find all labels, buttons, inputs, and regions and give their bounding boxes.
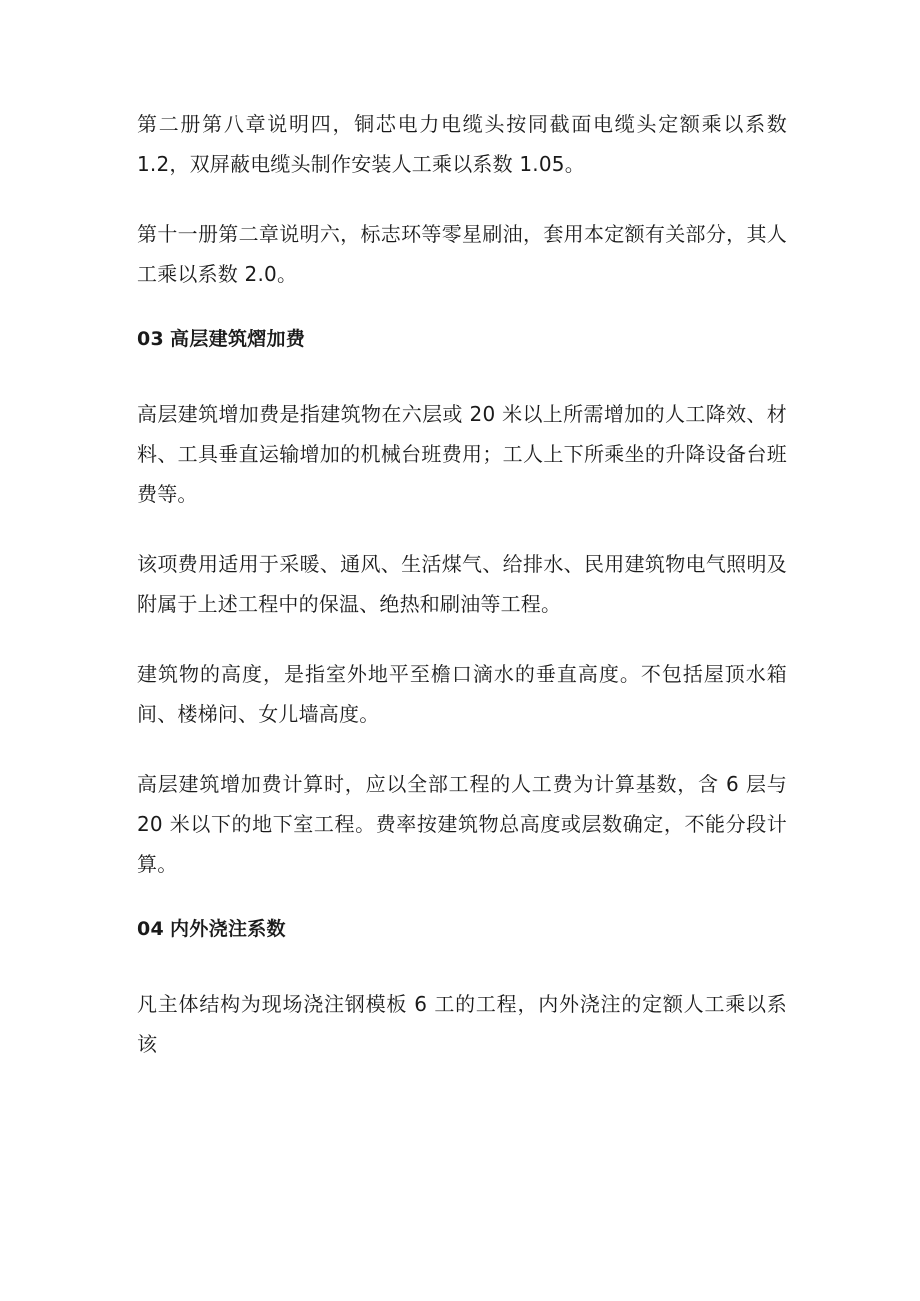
paragraph-marker-ring-painting: 第十一册第二章说明六，标志环等零星刷油，套用本定额有关部分，其人工乘以系数 2.0。 bbox=[137, 222, 787, 286]
section-number: 03 bbox=[137, 328, 165, 350]
paragraph-building-height: 建筑物的高度，是指室外地平至檐口滴水的垂直高度。不包括屋顶水箱间、楼梯问、女儿墙高度。 bbox=[137, 662, 787, 726]
section-title: 内外浇注系数 bbox=[170, 918, 286, 940]
paragraph-fee-calculation: 高层建筑增加费计算时，应以全部工程的人工费为计算基数，含 6 层与 20 米以下的地下室工程。费率按建筑物总高度或层数确定，不能分段计算。 bbox=[137, 772, 787, 876]
section-number: 04 bbox=[137, 918, 165, 940]
paragraph-cable-head-coefficient: 第二册第八章说明四，铜芯电力电缆头按同截面电缆头定额乘以系数 1.2，双屏蔽电缆头制作安装人工乘以系数 1.05。 bbox=[137, 112, 787, 176]
paragraph-casting-coefficient: 凡主体结构为现场浇注钢模板 6 工的工程，内外浇注的定额人工乘以系该 bbox=[137, 992, 787, 1056]
paragraph-fee-scope: 该项费用适用于采暖、通风、生活煤气、给排水、民用建筑物电气照明及附属于上述工程中的保温、绝热和刷油等工程。 bbox=[137, 552, 787, 616]
section-heading-04 bbox=[137, 914, 787, 944]
document-body bbox=[137, 104, 787, 1094]
paragraph-high-rise-fee-definition: 高层建筑增加费是指建筑物在六层或 20 米以上所需增加的人工降效、材料、工具垂直运输增加的机械台班费用；工人上下所乘坐的升降设备台班费等。 bbox=[137, 402, 787, 506]
section-title: 高层建筑熠加费 bbox=[170, 328, 306, 350]
section-heading-03 bbox=[137, 324, 787, 354]
